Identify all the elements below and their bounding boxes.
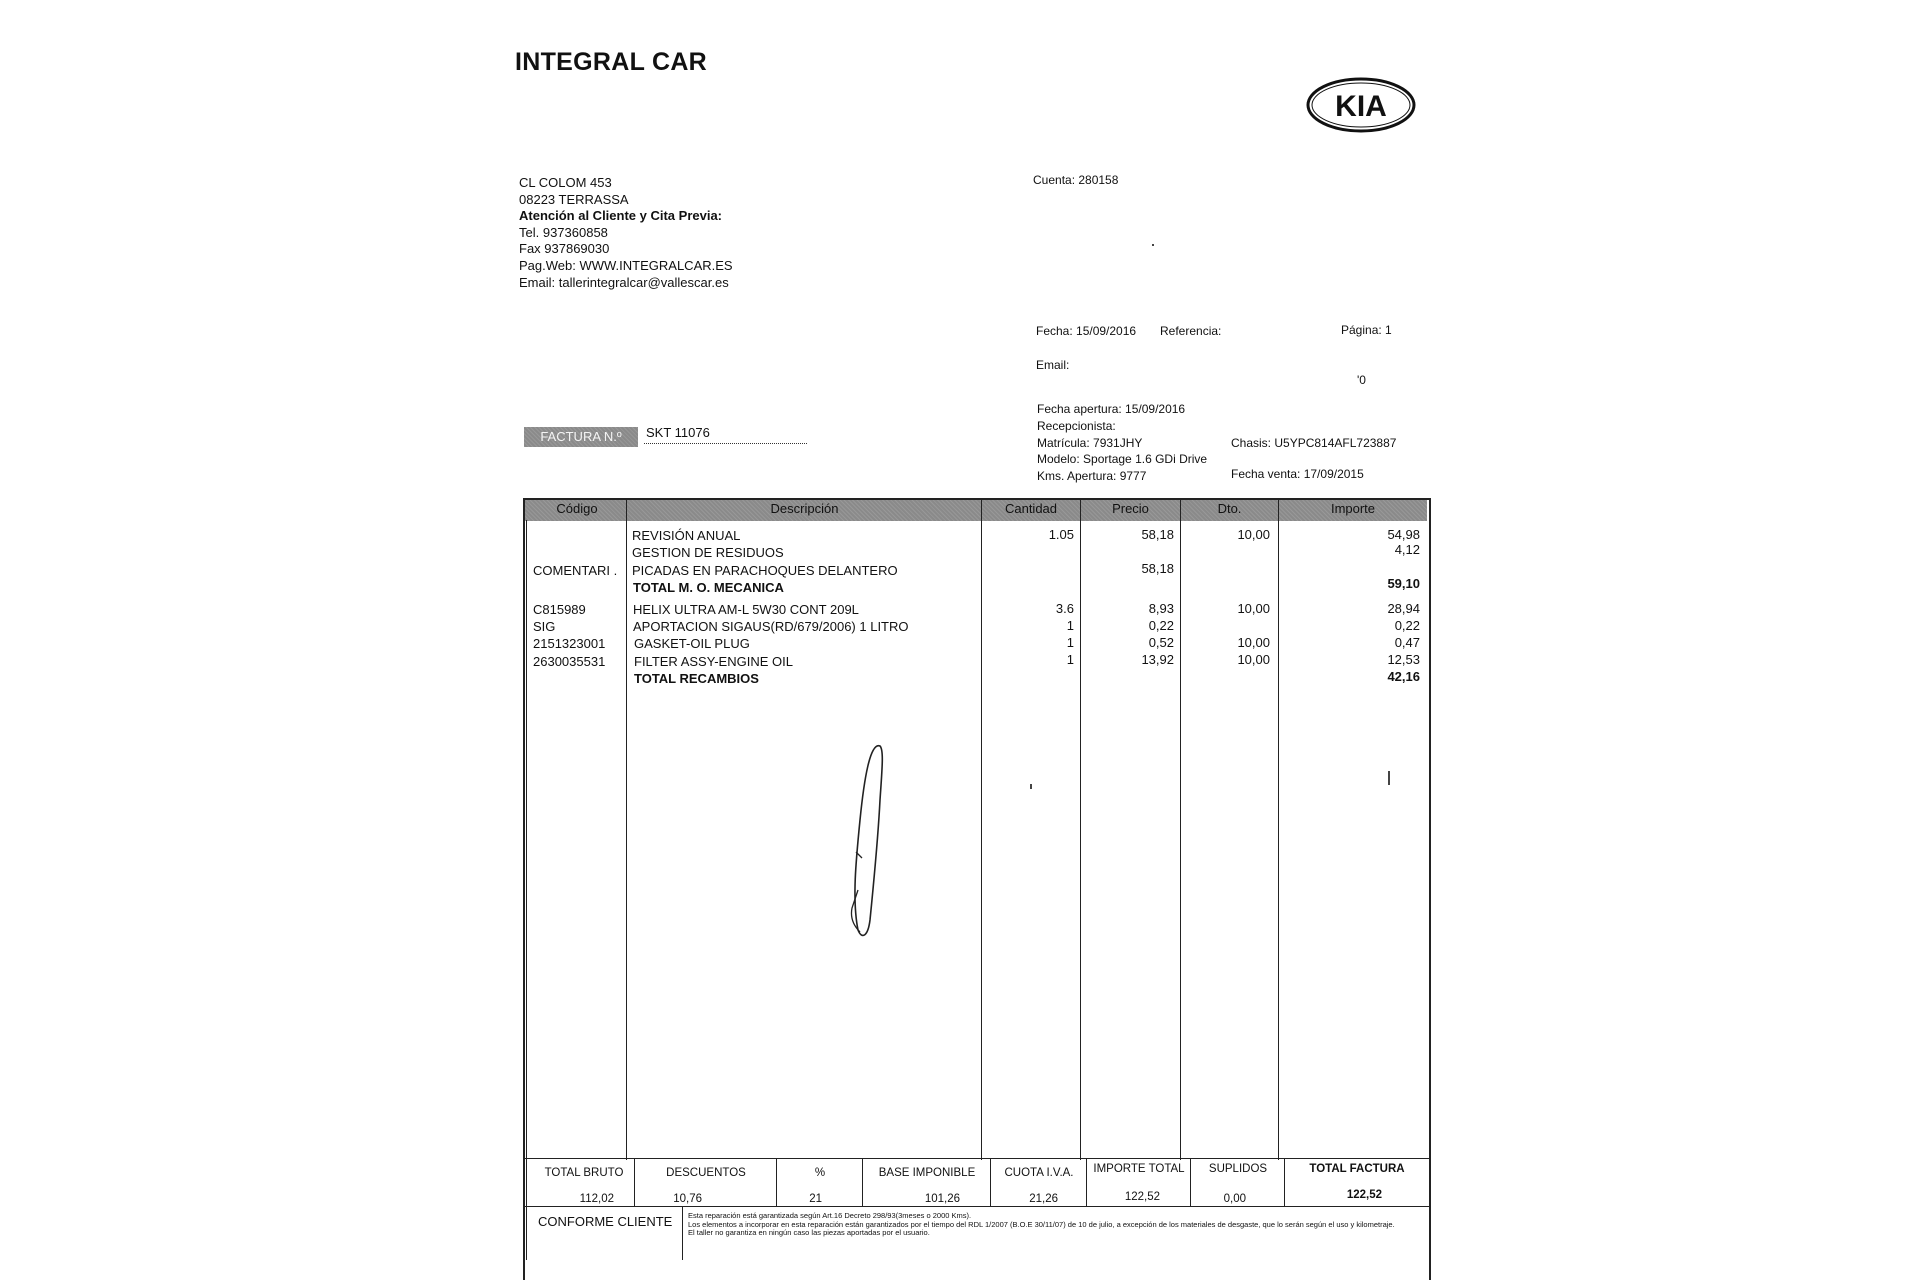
total-gross-label: TOTAL BRUTO: [544, 1167, 624, 1179]
total-amount-value: 122,52: [1124, 1191, 1160, 1203]
line-item-code: COMENTARI .: [533, 563, 618, 578]
col-line: [526, 520, 527, 1260]
line-item-quantity: 1.05: [1048, 527, 1074, 542]
address-tel: Tel. 937360858: [519, 224, 608, 240]
subtotal-label: TOTAL RECAMBIOS: [634, 671, 759, 686]
line-item-description: PICADAS EN PARACHOQUES DELANTERO: [632, 563, 898, 578]
taxable-base-label: BASE IMPONIBLE: [878, 1167, 976, 1179]
taxable-base-value: 101,26: [924, 1193, 960, 1205]
scan-speck: [1388, 771, 1390, 785]
supplied-value: 0,00: [1223, 1193, 1246, 1205]
col-header-code: Código: [556, 501, 598, 516]
invoice-label: FACTURA N.º: [524, 427, 638, 447]
address-attention: Atención al Cliente y Cita Previa:: [519, 208, 723, 224]
line-item-code: C815989: [533, 602, 586, 617]
plate: Matrícula: 7931JHY: [1037, 436, 1143, 450]
line-item-code: 2151323001: [533, 636, 606, 651]
line-item-quantity: 1: [1066, 635, 1074, 650]
col-line: [1086, 1158, 1087, 1206]
legal-note: Los elementos a incorporar en esta reparación están garantizados por el tiempo del RDL 1/2007 (B.O.E 30/11/07) de 10 de julio, a excepción de los materiales de desgaste, que lo serán según el uso y kilometraje.: [688, 1219, 1395, 1229]
page-number: Página: 1: [1341, 323, 1392, 337]
line-item-amount: 0,47: [1394, 635, 1420, 650]
col-line: [626, 500, 627, 1160]
col-header-discount: Dto.: [1217, 501, 1242, 516]
line-item-discount: 10,00: [1237, 652, 1270, 667]
col-header-price: Precio: [1112, 501, 1149, 516]
address-web: Pag.Web: WWW.INTEGRALCAR.ES: [519, 257, 733, 273]
invoice-date: Fecha: 15/09/2016: [1036, 324, 1137, 338]
line-item-description: HELIX ULTRA AM-L 5W30 CONT 209L: [633, 602, 859, 617]
opening-date: Fecha apertura: 15/09/2016: [1037, 402, 1186, 416]
col-line: [1080, 500, 1081, 1160]
reference-label: Referencia:: [1160, 324, 1222, 338]
line-item-amount: 28,94: [1387, 601, 1420, 616]
totals-bottom-line: [525, 1206, 1429, 1207]
col-line: [634, 1158, 635, 1206]
email-label: Email:: [1036, 358, 1070, 372]
subtotal-label: TOTAL M. O. MECANICA: [633, 580, 784, 595]
col-header-description: Descripción: [770, 501, 839, 516]
legal-note: Esta reparación está garantizada según Art.16 Decreto 298/93(3meses o 2000 Kms).: [688, 1211, 972, 1220]
vat-percent-label: %: [814, 1167, 826, 1179]
supplied-label: SUPLIDOS: [1208, 1163, 1268, 1175]
total-amount-label: IMPORTE TOTAL: [1093, 1163, 1185, 1175]
vat-amount-label: CUOTA I.V.A.: [1004, 1167, 1074, 1179]
invoice-number: SKT 11076: [646, 425, 710, 440]
line-item-description: GESTION DE RESIDUOS: [632, 545, 784, 560]
line-item-quantity: 3.6: [1055, 601, 1074, 616]
invoice-total-value: 122,52: [1346, 1189, 1382, 1201]
col-line: [990, 1158, 991, 1206]
subtotal-amount: 42,16: [1387, 669, 1420, 684]
line-item-price: 13,92: [1141, 652, 1174, 667]
address-email: Email: tallerintegralcar@vallescar.es: [519, 274, 729, 290]
line-item-description: APORTACION SIGAUS(RD/679/2006) 1 LITRO: [633, 619, 909, 634]
chassis: Chasis: U5YPC814AFL723887: [1231, 436, 1397, 450]
account-number: Cuenta: 280158: [1033, 173, 1119, 187]
scan-speck: [1030, 784, 1032, 789]
subtotal-amount: 59,10: [1387, 576, 1420, 591]
receptionist: Recepcionista:: [1037, 419, 1116, 433]
line-item-amount: 12,53: [1387, 652, 1420, 667]
address-city: 08223 TERRASSA: [519, 191, 629, 207]
line-item-discount: 10,00: [1237, 527, 1270, 542]
invoice-total-label: TOTAL FACTURA: [1309, 1163, 1405, 1175]
col-line: [862, 1158, 863, 1206]
address-street: CL COLOM 453: [519, 175, 612, 190]
col-line: [1278, 500, 1279, 1160]
line-item-price: 0,52: [1148, 635, 1174, 650]
line-item-quantity: 1: [1066, 652, 1074, 667]
km-opening: Kms. Apertura: 9777: [1037, 469, 1147, 483]
col-header-amount: Importe: [1330, 501, 1376, 516]
line-item-price: 0,22: [1148, 618, 1174, 633]
line-item-quantity: 1: [1066, 618, 1074, 633]
legal-note: El taller no garantiza en ningún caso las piezas aportadas por el usuario.: [688, 1228, 930, 1237]
line-item-code: SIG: [533, 619, 556, 634]
col-line: [1190, 1158, 1191, 1206]
line-item-description: REVISIÓN ANUAL: [632, 528, 741, 543]
line-item-price: 58,18: [1141, 561, 1174, 576]
line-item-code: 2630035531: [533, 654, 606, 669]
total-gross-value: 112,02: [579, 1193, 614, 1205]
line-item-amount: 54,98: [1387, 527, 1420, 542]
col-header-quantity: Cantidad: [1004, 501, 1058, 516]
model: Modelo: Sportage 1.6 GDi Drive: [1037, 452, 1208, 466]
scan-speck: [1152, 244, 1154, 246]
line-item-description: GASKET-OIL PLUG: [634, 636, 750, 651]
line-item-amount: 4,12: [1394, 542, 1420, 557]
handwritten-signature: [840, 740, 890, 945]
vat-percent-value: 21: [809, 1193, 822, 1205]
discounts-label: DESCUENTOS: [666, 1167, 746, 1179]
kia-logo-text: KIA: [1335, 90, 1387, 123]
invoice-number-underline: [644, 443, 807, 444]
company-name: INTEGRAL CAR: [515, 48, 708, 76]
address-fax: Fax 937869030: [519, 241, 610, 257]
sale-date: Fecha venta: 17/09/2015: [1231, 467, 1364, 481]
legal-notes: [688, 1212, 1395, 1238]
line-item-description: FILTER ASSY-ENGINE OIL: [634, 654, 793, 669]
col-line: [776, 1158, 777, 1206]
email-trailing: '0: [1357, 373, 1366, 387]
dealer-address: [519, 175, 733, 291]
line-item-price: 8,93: [1148, 601, 1174, 616]
line-item-amount: 0,22: [1394, 618, 1420, 633]
customer-signature-label: CONFORME CLIENTE: [538, 1214, 673, 1229]
line-item-discount: 10,00: [1237, 635, 1270, 650]
col-line: [1284, 1158, 1285, 1206]
col-line: [1180, 500, 1181, 1160]
col-line: [682, 1206, 683, 1260]
discounts-value: 10,76: [673, 1193, 702, 1205]
col-line: [981, 500, 982, 1160]
line-item-discount: 10,00: [1237, 601, 1270, 616]
kia-logo: [1305, 75, 1417, 135]
line-item-price: 58,18: [1141, 527, 1174, 542]
vat-amount-value: 21,26: [1029, 1193, 1058, 1205]
totals-top-line: [525, 1158, 1429, 1159]
